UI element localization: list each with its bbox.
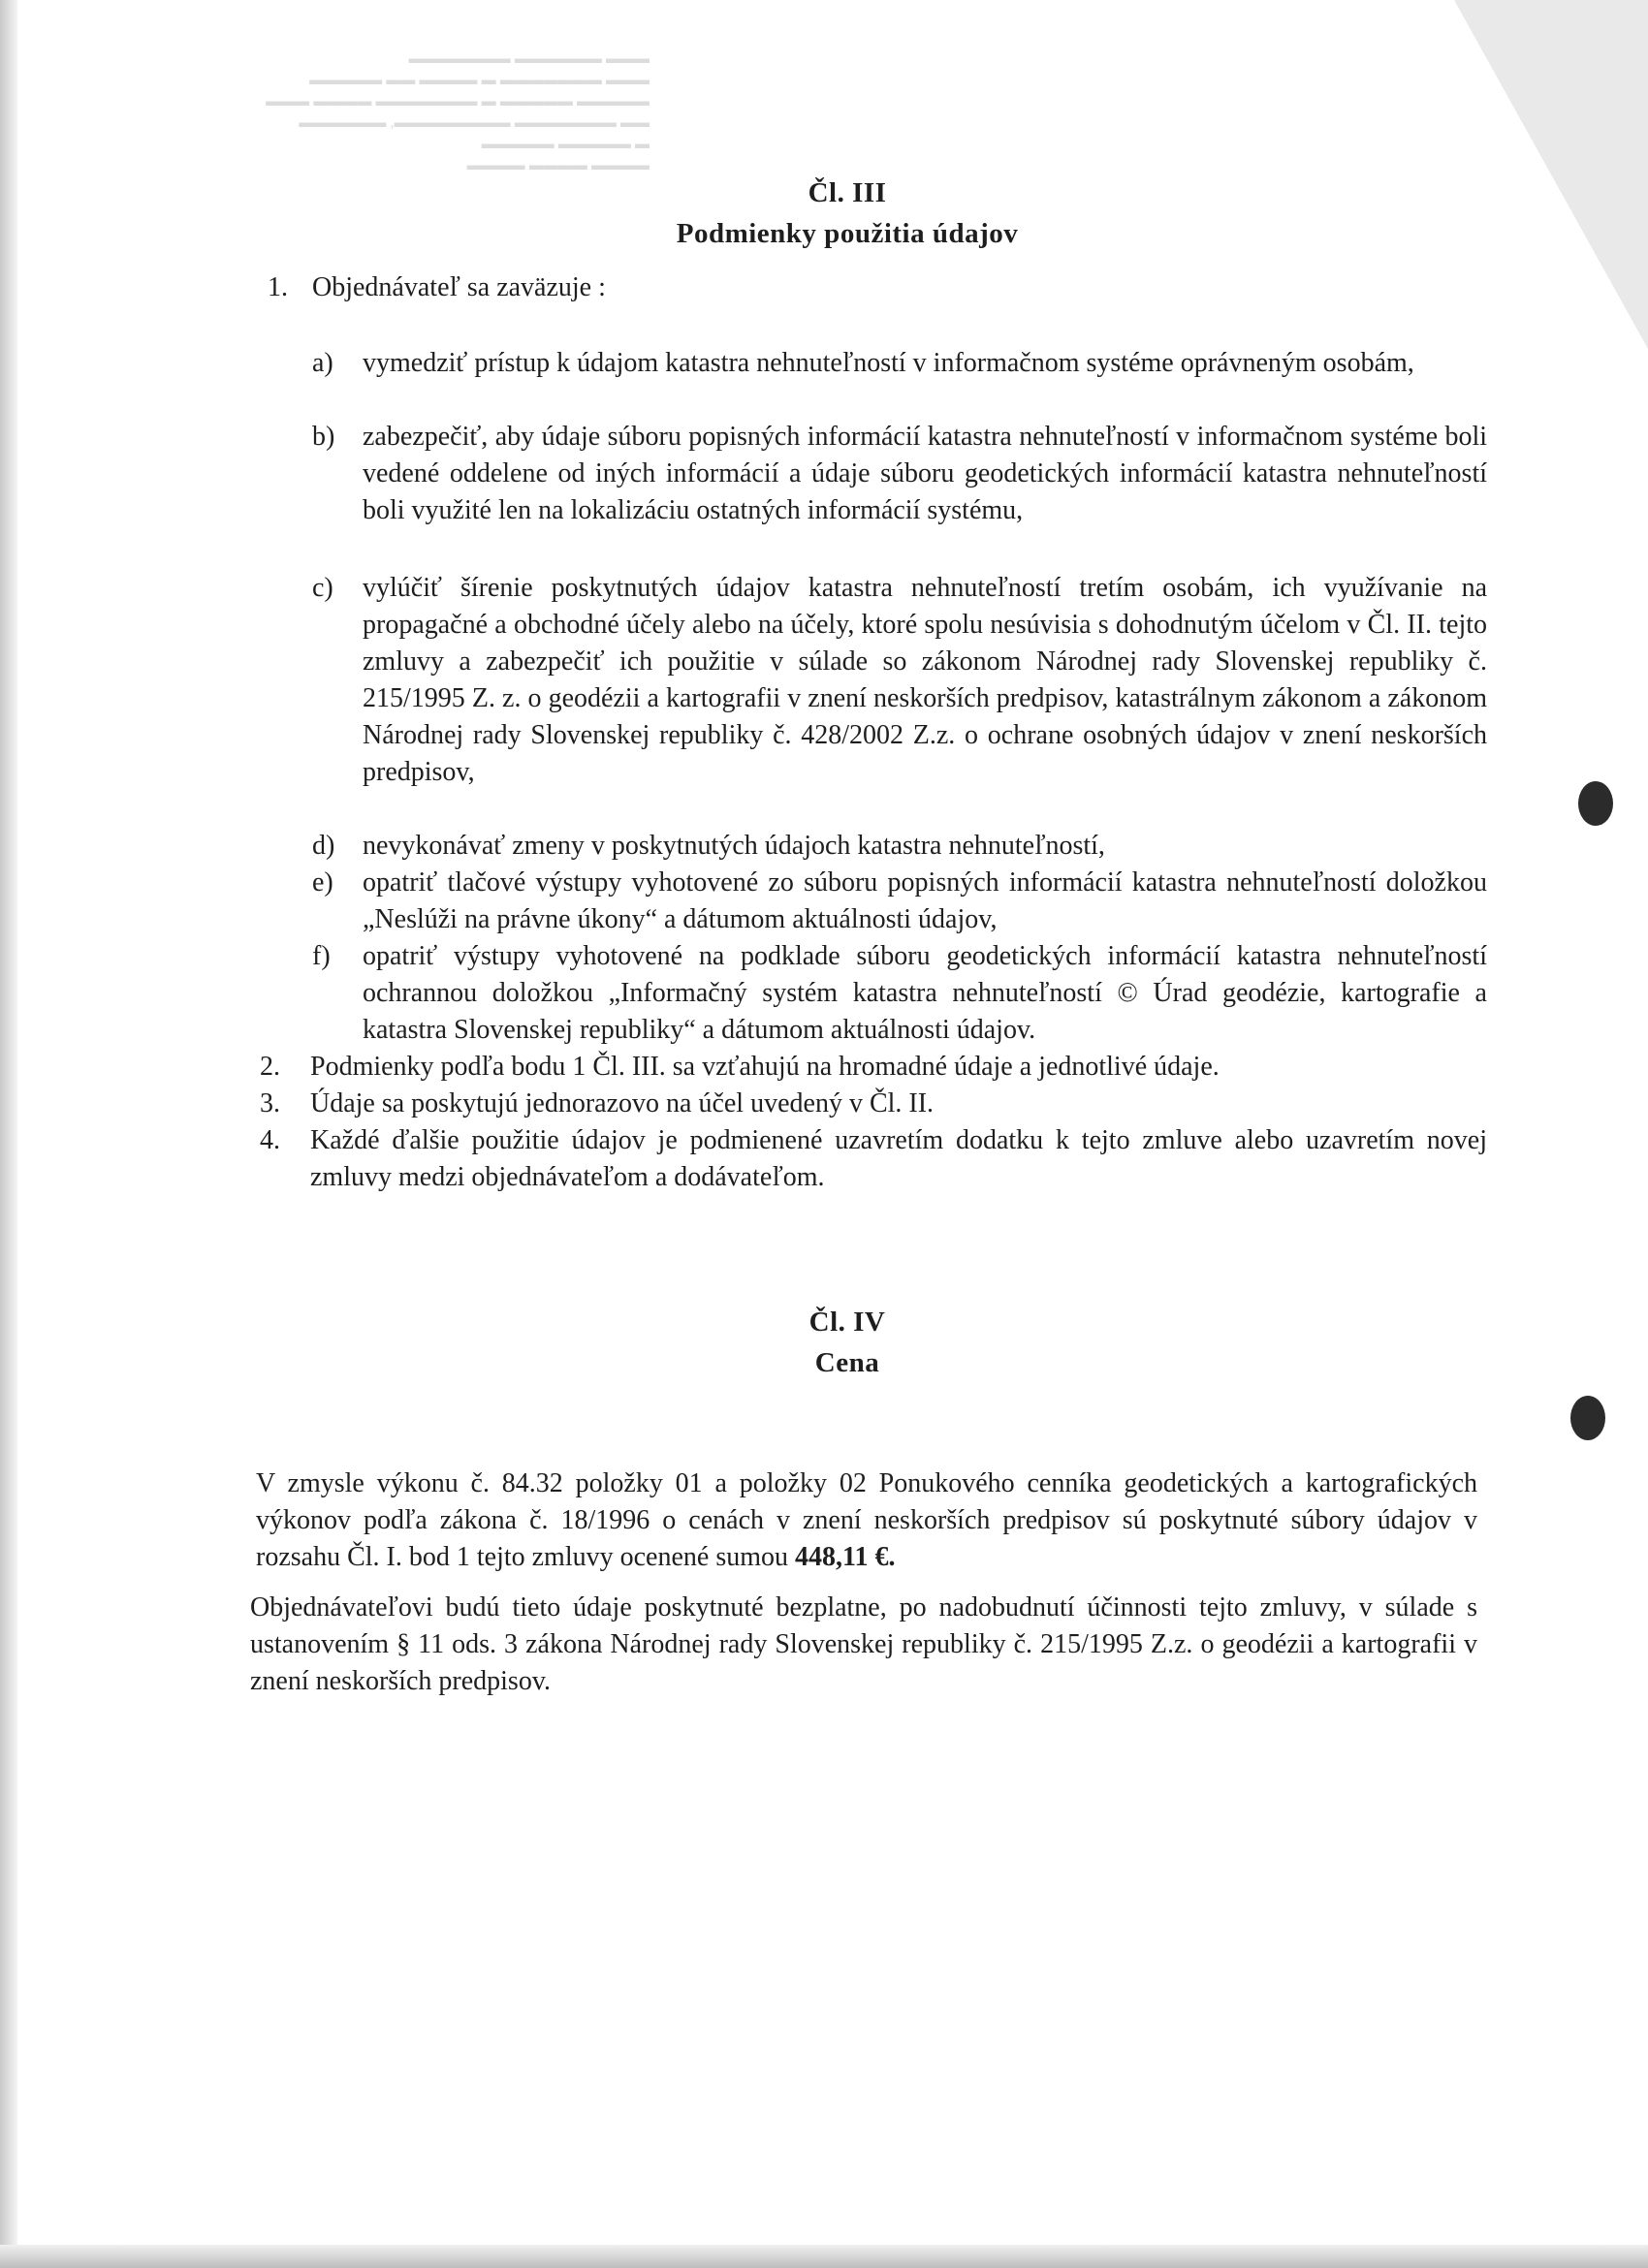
subitem-f-text: opatriť výstupy vyhotovené na podklade súboru geodetických informácií katastra nehnuteľností ochrannou doložkou „Informačný systém katastra nehnuteľností © Úrad geodézie, kartografie a katastra Slovenskej republiky“ a dátumom aktuálnosti údajov. bbox=[363, 941, 1487, 1045]
subitem-c-mark: c) bbox=[312, 573, 333, 603]
article-4-number: Čl. IV bbox=[808, 1307, 886, 1338]
subitem-a-text: vymedziť prístup k údajom katastra nehnuteľností v informačnom systéme oprávneným osobám, bbox=[363, 348, 1414, 378]
folded-corner bbox=[1454, 0, 1648, 349]
item-4-text: Každé ďalšie použitie údajov je podmienené uzavretím dodatku k tejto zmluve alebo uzavretím novej zmluvy medzi objednávateľom a dodávateľom. bbox=[310, 1125, 1487, 1192]
subitem-f-mark: f) bbox=[312, 941, 331, 971]
price-paragraph-text: V zmysle výkonu č. 84.32 položky 01 a položky 02 Ponukového cenníka geodetických a kartografických výkonov podľa zákona č. 18/1996 o cenách v znení neskorších predpisov sú poskytnuté súbory údajov v rozsahu Čl. I. bod 1 tejto zmluvy ocenené sumou bbox=[256, 1468, 1477, 1572]
item-1-number: 1. bbox=[268, 272, 288, 302]
item-1-intro: Objednávateľ sa zaväzuje : bbox=[312, 272, 606, 302]
article-4-title: Cena bbox=[814, 1347, 880, 1378]
subitem-d-text: nevykonávať zmeny v poskytnutých údajoch katastra nehnuteľností, bbox=[363, 831, 1105, 861]
price-amount: 448,11 €. bbox=[795, 1542, 896, 1572]
scan-edge-bottom bbox=[0, 2245, 1648, 2268]
article-3-number: Čl. III bbox=[808, 177, 887, 208]
free-provision-paragraph: Objednávateľovi budú tieto údaje poskytnuté bezplatne, po nadobudnutí účinnosti tejto zmluvy, v súlade s ustanovením § 11 ods. 3 zákona Národnej rady Slovenskej republiky č. 215/1995 Z.z. o geodézii a kartografii v znení neskorších predpisov. bbox=[250, 1592, 1477, 1696]
subitem-a-mark: a) bbox=[312, 348, 333, 378]
subitem-c-text: vylúčiť šírenie poskytnutých údajov katastra nehnuteľností tretím osobám, ich využívanie na propagačné a obchodné účely alebo na účely, ktoré spolu nesúvisia s dohodnutým účelom v Čl. II. tejto zmluvy a zabezpečiť ich použitie v súlade so zákonom Národnej rady Slovenskej republiky č. 215/1995 Z. z. o geodézii a kartografii v znení neskorších predpisov, katastrálnym zákonom a zákonom Národnej rady Slovenskej republiky č. 428/2002 Z.z. o ochrane osobných údajov v znení neskorších predpisov, bbox=[363, 573, 1487, 787]
subitem-b-text: zabezpečiť, aby údaje súboru popisných informácií katastra nehnuteľností v informačnom systéme boli vedené oddelene od iných informácií a údaje súboru geodetických informácií katastra nehnuteľností boli využité len na lokalizáciu ostatných informácií systému, bbox=[363, 422, 1487, 525]
item-2-text: Podmienky podľa bodu 1 Čl. III. sa vzťahujú na hromadné údaje a jednotlivé údaje. bbox=[310, 1052, 1220, 1082]
punch-hole-icon bbox=[1578, 781, 1613, 826]
item-3-text: Údaje sa poskytujú jednorazovo na účel uvedený v Čl. II. bbox=[310, 1088, 935, 1118]
item-3-number: 3. bbox=[260, 1088, 280, 1118]
subitem-b-mark: b) bbox=[312, 422, 335, 452]
item-2-number: 2. bbox=[260, 1052, 280, 1082]
article-3-title: Podmienky použitia údajov bbox=[676, 218, 1019, 249]
scan-edge-left bbox=[0, 0, 17, 2268]
punch-hole-icon bbox=[1570, 1396, 1605, 1440]
subitem-e-text: opatriť tlačové výstupy vyhotovené zo súboru popisných informácií katastra nehnuteľností doložkou „Neslúži na právne úkony“ a dátumom aktuálnosti údajov, bbox=[363, 867, 1487, 934]
bleed-through-stamp: ▬▬▬ ▬▬▬▬▬▬ ▬▬▬▬▬▬▬ ▬▬▬ ▬▬▬▬▬▬▬ ▬ ▬▬▬▬ ▬▬ ▬▬▬▬▬ ▬▬▬▬▬ ▬▬▬▬▬ ▬ ▬▬▬▬▬▬▬ ▬▬▬▬ ▬▬▬ ▬▬ ▬▬▬▬▬▬▬ ▬▬▬▬▬▬▬▬, ▬▬▬▬▬▬ ▬ ▬▬▬▬▬ ▬▬▬▬▬ ▬▬▬▬ ▬▬▬▬ ▬▬▬▬ bbox=[266, 50, 650, 173]
subitem-d-mark: d) bbox=[312, 831, 335, 861]
price-paragraph bbox=[256, 1465, 1477, 1576]
subitem-e-mark: e) bbox=[312, 867, 333, 898]
item-4-number: 4. bbox=[260, 1125, 280, 1155]
